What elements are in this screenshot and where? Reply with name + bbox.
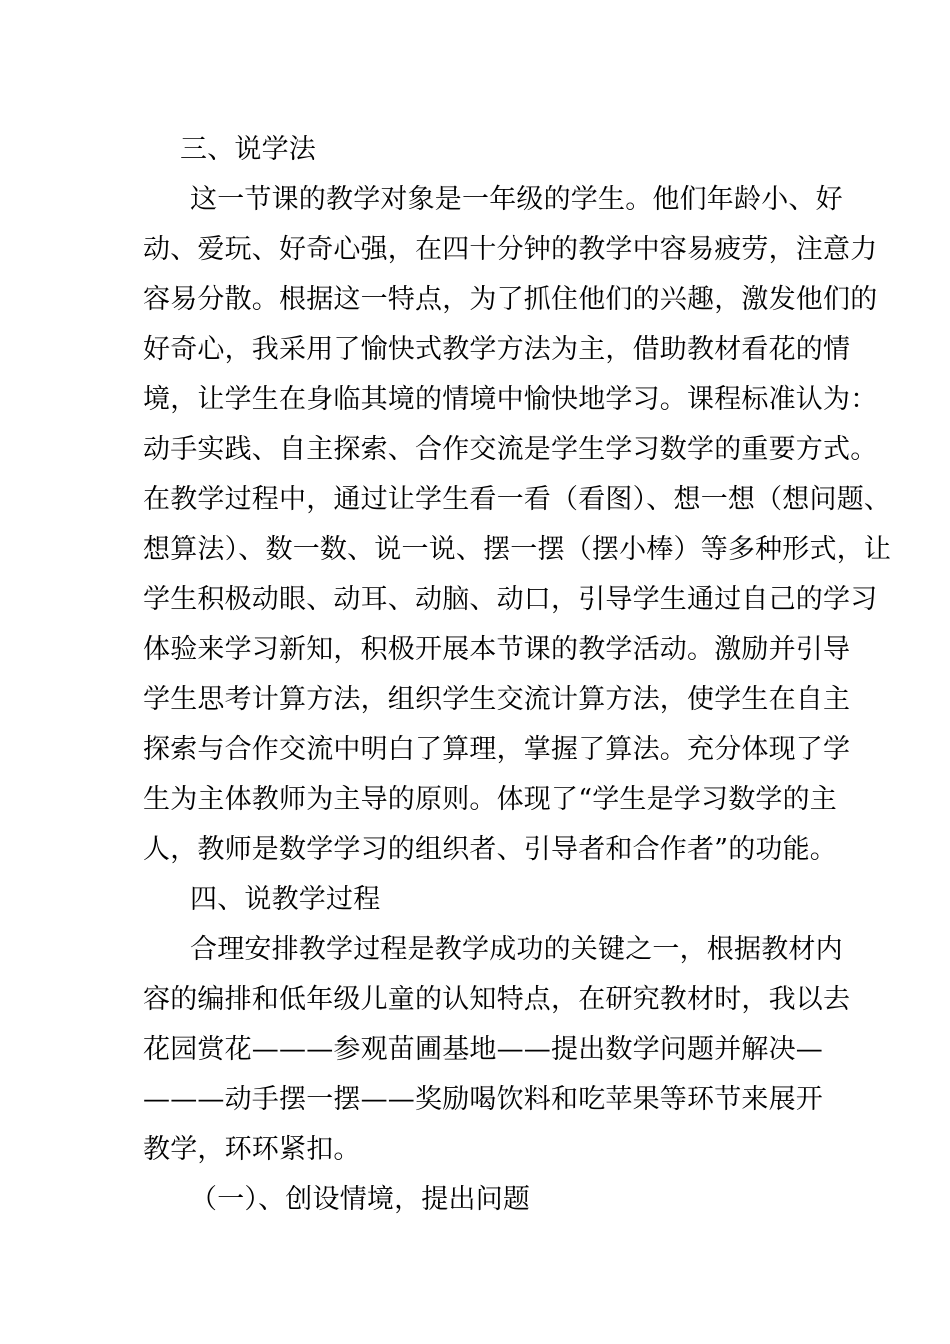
- paragraph-line: 这一节课的教学对象是一年级的学生。他们年龄小、好: [190, 184, 843, 215]
- section-heading-3: 三、说学法: [180, 134, 316, 165]
- subsection-heading-1: （一）、创设情境，提出问题: [190, 1184, 531, 1215]
- paragraph-line: 想算法）、数一数、说一说、摆一摆（摆小棒）等多种形式，让: [143, 534, 892, 565]
- paragraph-line: 学生思考计算方法，组织学生交流计算方法，使学生在自主: [143, 684, 851, 715]
- paragraph-line: 境，让学生在身临其境的情境中愉快地学习。课程标准认为：: [143, 384, 878, 415]
- paragraph-line: 动、爱玩、好奇心强，在四十分钟的教学中容易疲劳，注意力: [143, 234, 878, 265]
- section-heading-4: 四、说教学过程: [190, 884, 381, 915]
- paragraph-line: 动手实践、自主探索、合作交流是学生学习数学的重要方式。: [143, 434, 878, 465]
- paragraph-line: 容易分散。根据这一特点，为了抓住他们的兴趣，激发他们的: [143, 284, 878, 315]
- paragraph-line: 人，教师是数学学习的组织者、引导者和合作者”的功能。: [143, 834, 838, 865]
- paragraph-line: 好奇心，我采用了愉快式教学方法为主，借助教材看花的情: [143, 334, 851, 365]
- paragraph-line: 探索与合作交流中明白了算理，掌握了算法。充分体现了学: [143, 734, 851, 765]
- paragraph-line: 教学，环环紧扣。: [143, 1134, 361, 1165]
- paragraph-line: 容的编排和低年级儿童的认知特点，在研究教材时，我以去: [143, 984, 851, 1015]
- paragraph-line: 花园赏花———参观苗圃基地——提出数学问题并解决—: [143, 1034, 823, 1065]
- paragraph-line: 在教学过程中，通过让学生看一看（看图）、想一想（想问题、: [143, 484, 892, 515]
- paragraph-line: 合理安排教学过程是教学成功的关键之一，根据教材内: [190, 934, 843, 965]
- paragraph-line: 学生积极动眼、动耳、动脑、动口，引导学生通过自己的学习: [143, 584, 878, 615]
- paragraph-line: 生为主体教师为主导的原则。体现了“学生是学习数学的主: [143, 784, 838, 815]
- paragraph-line: ———动手摆一摆——奖励喝饮料和吃苹果等环节来展开: [143, 1084, 823, 1115]
- paragraph-line: 体验来学习新知，积极开展本节课的教学活动。激励并引导: [143, 634, 851, 665]
